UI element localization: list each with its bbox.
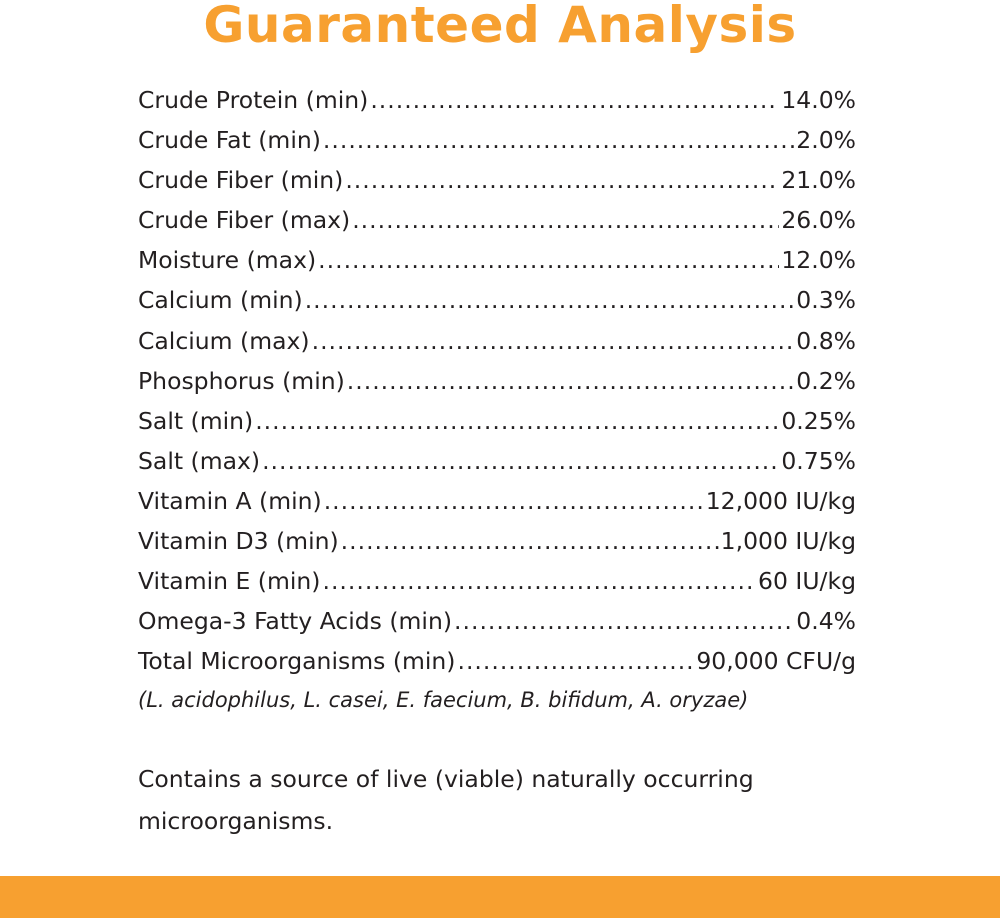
analysis-row-calcium-max <box>138 321 856 361</box>
analysis-row-salt-max <box>138 441 856 481</box>
analysis-value: 0.3% <box>796 286 856 315</box>
analysis-value: 0.25% <box>781 406 856 435</box>
analysis-label: Vitamin D3 (min) <box>138 527 339 556</box>
dot-leader <box>347 361 795 401</box>
analysis-label: Crude Fat (min) <box>138 126 321 155</box>
page-title: Guaranteed Analysis <box>203 0 797 54</box>
analysis-row-salt-min <box>138 401 856 441</box>
analysis-label: Omega-3 Fatty Acids (min) <box>138 607 453 636</box>
dot-leader <box>255 401 779 441</box>
analysis-value: 12.0% <box>781 246 856 275</box>
analysis-label: Crude Fiber (max) <box>138 206 351 235</box>
analysis-row-crude-fiber-min <box>138 160 856 200</box>
analysis-value: 0.75% <box>781 446 856 475</box>
live-microorganisms-statement: Contains a source of live (viable) naturally occurring microorganisms. <box>138 765 754 835</box>
analysis-value: 60 IU/kg <box>758 567 856 596</box>
dot-leader <box>312 321 795 361</box>
dot-leader <box>324 481 704 521</box>
analysis-row-omega-3-min <box>138 601 856 641</box>
microorganisms-species-note: (L. acidophilus, L. casei, E. faecium, B. bifidum, A. oryzae) <box>138 688 749 712</box>
dot-leader <box>341 521 719 561</box>
dot-leader <box>370 80 779 120</box>
dot-leader <box>345 160 779 200</box>
analysis-row-vitamin-d3-min <box>138 521 856 561</box>
analysis-value: 0.4% <box>796 607 856 636</box>
analysis-label: Salt (min) <box>138 406 254 435</box>
dot-leader <box>322 561 756 601</box>
analysis-value: 0.8% <box>796 326 856 355</box>
analysis-label: Salt (max) <box>138 446 261 475</box>
analysis-value: 1,000 IU/kg <box>720 527 856 556</box>
analysis-row-moisture-max <box>138 240 856 280</box>
analysis-row-calcium-min <box>138 280 856 320</box>
analysis-row-vitamin-a-min <box>138 481 856 521</box>
footer-accent-band <box>0 876 1000 918</box>
analysis-row-crude-fat-min <box>138 120 856 160</box>
dot-leader <box>318 240 779 280</box>
analysis-row-phosphorus-min <box>138 361 856 401</box>
analysis-label: Calcium (max) <box>138 326 310 355</box>
analysis-value: 2.0% <box>796 126 856 155</box>
analysis-label: Crude Protein (min) <box>138 86 369 114</box>
analysis-label: Vitamin A (min) <box>138 486 322 515</box>
analysis-label: Moisture (max) <box>138 246 317 275</box>
dot-leader <box>262 441 779 481</box>
analysis-value: 0.2% <box>796 366 856 395</box>
analysis-row-crude-protein-min <box>138 80 856 120</box>
analysis-value: 12,000 IU/kg <box>705 486 856 515</box>
analysis-label: Phosphorus (min) <box>138 366 345 395</box>
analysis-row-crude-fiber-max <box>138 200 856 240</box>
dot-leader <box>457 641 694 681</box>
dot-leader <box>305 280 795 320</box>
analysis-label: Crude Fiber (min) <box>138 166 344 195</box>
analysis-value: 14.0% <box>781 86 856 114</box>
analysis-label: Vitamin E (min) <box>138 567 321 596</box>
analysis-value: 26.0% <box>781 206 856 235</box>
analysis-value: 90,000 CFU/g <box>696 647 856 676</box>
dot-leader <box>352 200 779 240</box>
analysis-value: 21.0% <box>781 166 856 195</box>
analysis-row-total-microorganisms-min <box>138 641 856 681</box>
analysis-label: Calcium (min) <box>138 286 303 315</box>
dot-leader <box>454 601 794 641</box>
analysis-row-vitamin-e-min <box>138 561 856 601</box>
dot-leader <box>323 120 794 160</box>
guaranteed-analysis-list <box>138 80 856 681</box>
analysis-label: Total Microorganisms (min) <box>138 647 456 676</box>
